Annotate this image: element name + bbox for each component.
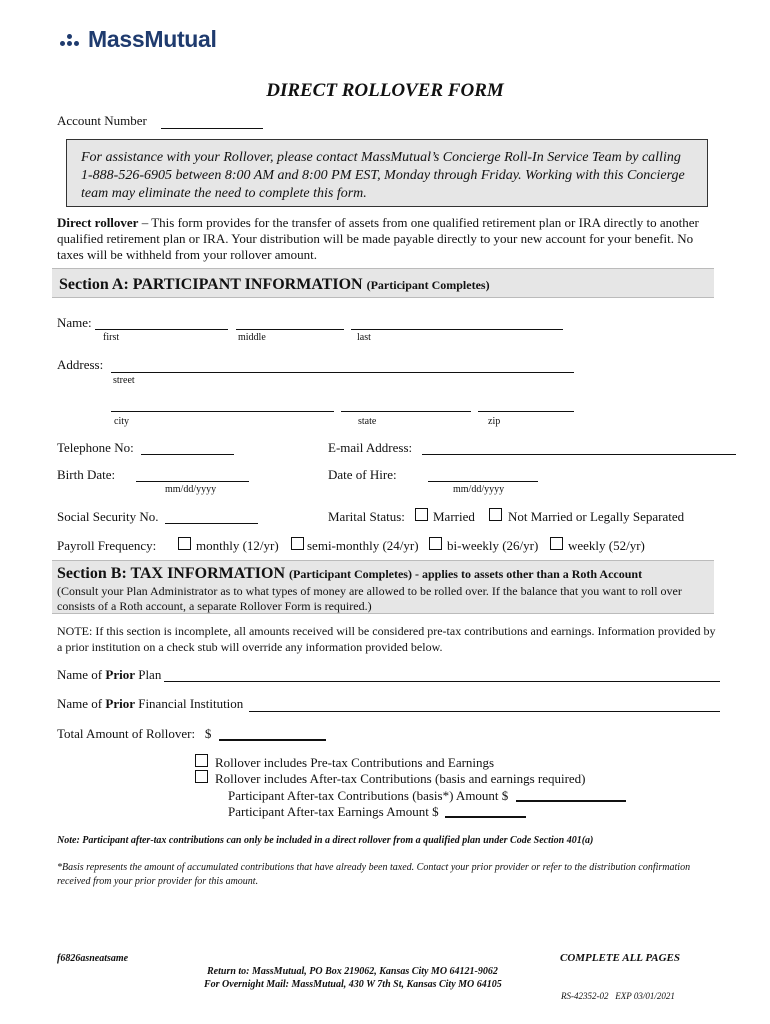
telephone-field[interactable] <box>141 454 234 455</box>
pretax-checkbox[interactable] <box>195 754 208 767</box>
last-caption: last <box>357 332 371 343</box>
address-label: Address: <box>57 357 104 372</box>
section-b-title: Section B: TAX INFORMATION <box>57 565 285 582</box>
last-name-field[interactable] <box>351 329 563 330</box>
state-caption: state <box>358 416 377 427</box>
city-field[interactable] <box>111 411 334 412</box>
form-id: RS-42352-02 EXP 03/01/2021 <box>561 991 675 1001</box>
section-b-header <box>52 560 714 614</box>
complete-all-pages: COMPLETE ALL PAGES <box>560 952 680 964</box>
hire-date-format: mm/dd/yyyy <box>453 484 505 495</box>
intro-text: – This form provides for the transfer of assets from one qualified retirement plan or IRA directly to another qualified retirement plan or IRA. Your distribution will be made payable directly to your new account for your benefit. No taxes will be withheld from your rollover amount. <box>57 215 699 262</box>
section-b-subtitle: (Participant Completes) - applies to assets other than a Roth Account <box>289 567 643 581</box>
monthly-checkbox[interactable] <box>178 537 191 550</box>
return-address: Return to: MassMutual, PO Box 219062, Kansas City MO 64121-9062 <box>207 966 498 977</box>
aftertax-checkbox[interactable] <box>195 770 208 783</box>
semimonthly-label: semi-monthly (24/yr) <box>307 538 419 553</box>
assistance-notice <box>66 139 708 207</box>
earnings-amount-label: Participant After-tax Earnings Amount $ <box>228 804 439 819</box>
logo-text: MassMutual <box>88 26 217 52</box>
middle-name-field[interactable] <box>236 329 344 330</box>
prior-plan-prefix: Name of <box>57 667 106 682</box>
semimonthly-checkbox[interactable] <box>291 537 304 550</box>
birth-date-format: mm/dd/yyyy <box>165 484 217 495</box>
logo-dots-icon <box>60 31 84 49</box>
pretax-label: Rollover includes Pre-tax Contributions and Earnings <box>215 755 495 770</box>
prior-plan-suffix: Plan <box>134 667 162 682</box>
zip-field[interactable] <box>478 411 574 412</box>
prior-plan-bold: Prior <box>105 667 135 682</box>
earnings-amount-field[interactable] <box>445 816 526 818</box>
aftertax-label: Rollover includes After-tax Contributions (basis and earnings required) <box>215 771 586 786</box>
total-amount-field[interactable] <box>219 739 326 741</box>
first-name-field[interactable] <box>95 329 228 330</box>
assistance-text: For assistance with your Rollover, please contact MassMutual’s Concierge Roll-In Service Team by calling 1-888-526-6905 between 8:00 AM and 8:00 PM EST, Monday through Friday. Working with this Concierge team may eliminate the need to complete this form. <box>81 150 685 201</box>
biweekly-label: bi-weekly (26/yr) <box>447 538 539 553</box>
prior-plan-field[interactable] <box>164 681 720 682</box>
email-field[interactable] <box>422 454 736 455</box>
hire-date-label: Date of Hire: <box>328 467 397 482</box>
married-checkbox[interactable] <box>415 508 428 521</box>
married-label: Married <box>433 509 475 524</box>
section-a-header <box>52 268 714 298</box>
total-amount-label: Total Amount of Rollover: $ <box>57 726 212 741</box>
basis-note: *Basis represents the amount of accumulated contributions that have already been taxed. Contact your prior provider or refer to the distribution confirmation received from your prior provider for this amount. <box>57 862 691 887</box>
intro-bold: Direct rollover <box>57 215 139 230</box>
email-label: E-mail Address: <box>328 440 413 455</box>
section-b-note: NOTE: If this section is incomplete, all amounts received will be considered pre-tax contributions and earnings. Information provided by a prior institution on a check stub will override any information provided below. <box>57 624 716 654</box>
prior-plan-label <box>57 667 161 683</box>
biweekly-checkbox[interactable] <box>429 537 442 550</box>
birth-date-label: Birth Date: <box>57 467 116 482</box>
name-label: Name: <box>57 315 92 330</box>
prior-inst-prefix: Name of <box>57 696 106 711</box>
basis-amount-label: Participant After-tax Contributions (basis*) Amount $ <box>228 788 509 803</box>
section-a-title: Section A: PARTICIPANT INFORMATION <box>59 276 363 293</box>
first-caption: first <box>103 332 120 343</box>
prior-inst-bold: Prior <box>105 696 135 711</box>
account-number-field[interactable] <box>161 128 263 129</box>
prior-institution-label <box>57 696 243 712</box>
telephone-label: Telephone No: <box>57 440 134 455</box>
zip-caption: zip <box>488 416 501 427</box>
city-caption: city <box>114 416 129 427</box>
middle-caption: middle <box>238 332 266 343</box>
aftertax-note: Note: Participant after-tax contributions can only be included in a direct rollover from a qualified plan under Code Section 401(a) <box>57 835 594 846</box>
payroll-label: Payroll Frequency: <box>57 538 157 553</box>
not-married-label: Not Married or Legally Separated <box>508 509 685 524</box>
weekly-checkbox[interactable] <box>550 537 563 550</box>
overnight-address: For Overnight Mail: MassMutual, 430 W 7th St, Kansas City MO 64105 <box>204 979 502 990</box>
birth-date-field[interactable] <box>136 481 249 482</box>
not-married-checkbox[interactable] <box>489 508 502 521</box>
basis-amount-field[interactable] <box>516 800 626 802</box>
section-b-consult: (Consult your Plan Administrator as to what types of money are allowed to be rolled over. If the balance that you want to roll over consists of a Roth account, a separate Rollover Form is required.) <box>57 584 682 613</box>
weekly-label: weekly (52/yr) <box>568 538 645 553</box>
massmutual-logo <box>60 26 217 53</box>
prior-institution-field[interactable] <box>249 711 720 712</box>
section-a-subtitle: (Participant Completes) <box>366 278 490 292</box>
state-field[interactable] <box>341 411 471 412</box>
ssn-label: Social Security No. <box>57 509 159 524</box>
ssn-field[interactable] <box>165 523 258 524</box>
street-field[interactable] <box>111 372 574 373</box>
prior-inst-suffix: Financial Institution <box>134 696 244 711</box>
monthly-label: monthly (12/yr) <box>196 538 279 553</box>
footer-code: f6826asneatsame <box>57 953 129 964</box>
hire-date-field[interactable] <box>428 481 538 482</box>
street-caption: street <box>113 375 135 386</box>
marital-label: Marital Status: <box>328 509 405 524</box>
intro-paragraph <box>57 215 712 263</box>
form-title: DIRECT ROLLOVER FORM <box>266 80 504 101</box>
account-number-label: Account Number <box>57 113 147 128</box>
